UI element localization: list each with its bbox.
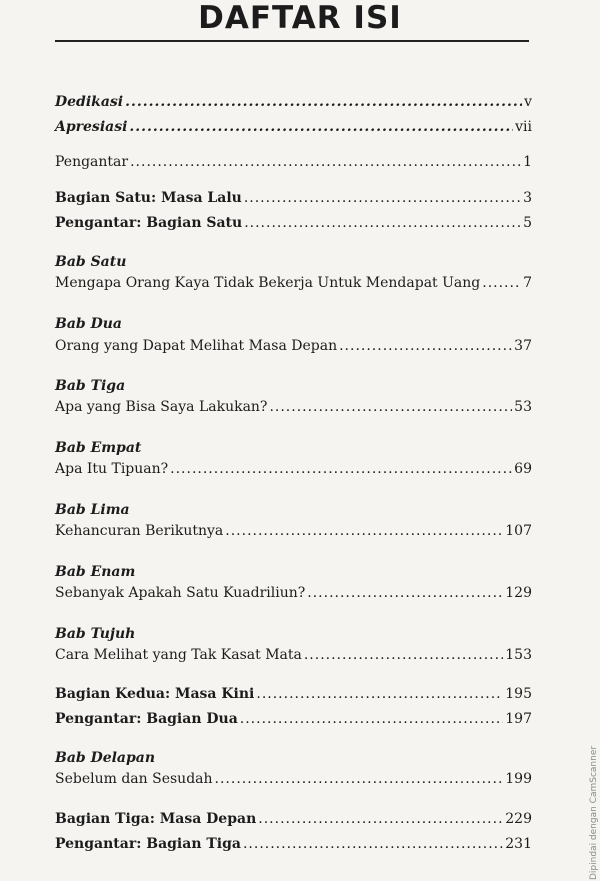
toc-entry-label: Bagian Kedua: Masa Kini [55, 686, 255, 702]
toc-entry-label: Orang yang Dapat Melihat Masa Depan [55, 338, 338, 354]
toc-entry-bab-tujuh[interactable] [55, 645, 532, 665]
toc-entry-page: 197 [505, 711, 532, 727]
toc-entry-label: Pengantar: Bagian Satu [55, 215, 243, 231]
chapter-heading-bab-enam: Bab Enam [55, 564, 136, 580]
toc-entry-dedikasi[interactable] [55, 92, 532, 112]
toc-entry-page: vii [515, 119, 532, 135]
toc-entry-pengantar-bagian-tiga[interactable] [55, 834, 532, 854]
chapter-heading-bab-empat: Bab Empat [55, 440, 142, 456]
chapter-heading-bab-lima: Bab Lima [55, 502, 130, 518]
toc-entry-page: 229 [505, 811, 532, 827]
toc-entry-page: 195 [505, 686, 532, 702]
dot-leader [258, 809, 503, 829]
chapter-heading-bab-dua: Bab Dua [55, 316, 122, 332]
toc-entry-label: Pengantar [55, 154, 129, 170]
toc-entry-label: Bagian Satu: Masa Lalu [55, 190, 242, 206]
toc-entry-label: Dedikasi [55, 94, 124, 110]
dot-leader [339, 336, 512, 356]
toc-entry-label: Pengantar: Bagian Dua [55, 711, 238, 727]
dot-leader [244, 213, 521, 233]
dot-leader [240, 709, 504, 729]
toc-entry-bab-enam[interactable] [55, 583, 532, 603]
toc-entry-pengantar-bagian-dua[interactable] [55, 709, 532, 729]
toc-entry-bab-empat[interactable] [55, 459, 532, 479]
toc-entry-bab-tiga[interactable] [55, 397, 532, 417]
toc-entry-page: 129 [505, 585, 532, 601]
dot-leader [269, 397, 512, 417]
dot-leader [129, 117, 513, 137]
camscanner-watermark: Dipindai dengan CamScanner [589, 745, 599, 880]
toc-entry-pengantar-bagian-satu[interactable] [55, 213, 532, 233]
toc-entry-page: 37 [514, 338, 532, 354]
toc-entry-bab-dua[interactable] [55, 336, 532, 356]
toc-entry-page: v [524, 94, 532, 110]
toc-entry-page: 107 [505, 523, 532, 539]
toc-entry-page: 5 [523, 215, 532, 231]
toc-entry-bab-delapan[interactable] [55, 769, 532, 789]
chapter-heading-bab-satu: Bab Satu [55, 254, 127, 270]
toc-entry-page: 153 [505, 647, 532, 663]
dot-leader [130, 152, 521, 172]
toc-entry-label: Cara Melihat yang Tak Kasat Mata [55, 647, 302, 663]
dot-leader [482, 273, 521, 293]
toc-entry-label: Apresiasi [55, 119, 128, 135]
chapter-heading-bab-tujuh: Bab Tujuh [55, 626, 136, 642]
dot-leader [215, 769, 504, 789]
toc-entry-bagian-kedua[interactable] [55, 684, 532, 704]
toc-entry-bab-satu[interactable] [55, 273, 532, 293]
toc-entry-bagian-satu[interactable] [55, 188, 532, 208]
dot-leader [243, 834, 503, 854]
toc-entry-label: Bagian Tiga: Masa Depan [55, 811, 257, 827]
title-rule [55, 40, 529, 42]
toc-entry-label: Kehancuran Berikutnya [55, 523, 224, 539]
toc-entry-label: Apa Itu Tipuan? [55, 461, 169, 477]
dot-leader [256, 684, 503, 704]
toc-entry-page: 53 [514, 399, 532, 415]
toc-entry-bab-lima[interactable] [55, 521, 532, 541]
toc-entry-label: Sebanyak Apakah Satu Kuadriliun? [55, 585, 306, 601]
chapter-heading-bab-tiga: Bab Tiga [55, 378, 126, 394]
page-title: DAFTAR ISI [198, 0, 402, 36]
toc-entry-label: Mengapa Orang Kaya Tidak Bekerja Untuk Mendapat Uang [55, 275, 481, 291]
toc-entry-page: 7 [523, 275, 532, 291]
dot-leader [307, 583, 503, 603]
chapter-heading-bab-delapan: Bab Delapan [55, 750, 156, 766]
toc-entry-page: 1 [523, 154, 532, 170]
toc-entry-label: Apa yang Bisa Saya Lakukan? [55, 399, 268, 415]
toc-entry-bagian-tiga[interactable] [55, 809, 532, 829]
toc-entry-pengantar[interactable] [55, 152, 532, 172]
dot-leader [125, 92, 522, 112]
toc-entry-page: 199 [505, 771, 532, 787]
dot-leader [170, 459, 512, 479]
toc-entry-page: 69 [514, 461, 532, 477]
dot-leader [244, 188, 521, 208]
toc-entry-page: 231 [505, 836, 532, 852]
toc-entry-label: Pengantar: Bagian Tiga [55, 836, 241, 852]
toc-entry-label: Sebelum dan Sesudah [55, 771, 213, 787]
toc-entry-apresiasi[interactable] [55, 117, 532, 137]
dot-leader [225, 521, 503, 541]
dot-leader [304, 645, 503, 665]
toc-entry-page: 3 [523, 190, 532, 206]
